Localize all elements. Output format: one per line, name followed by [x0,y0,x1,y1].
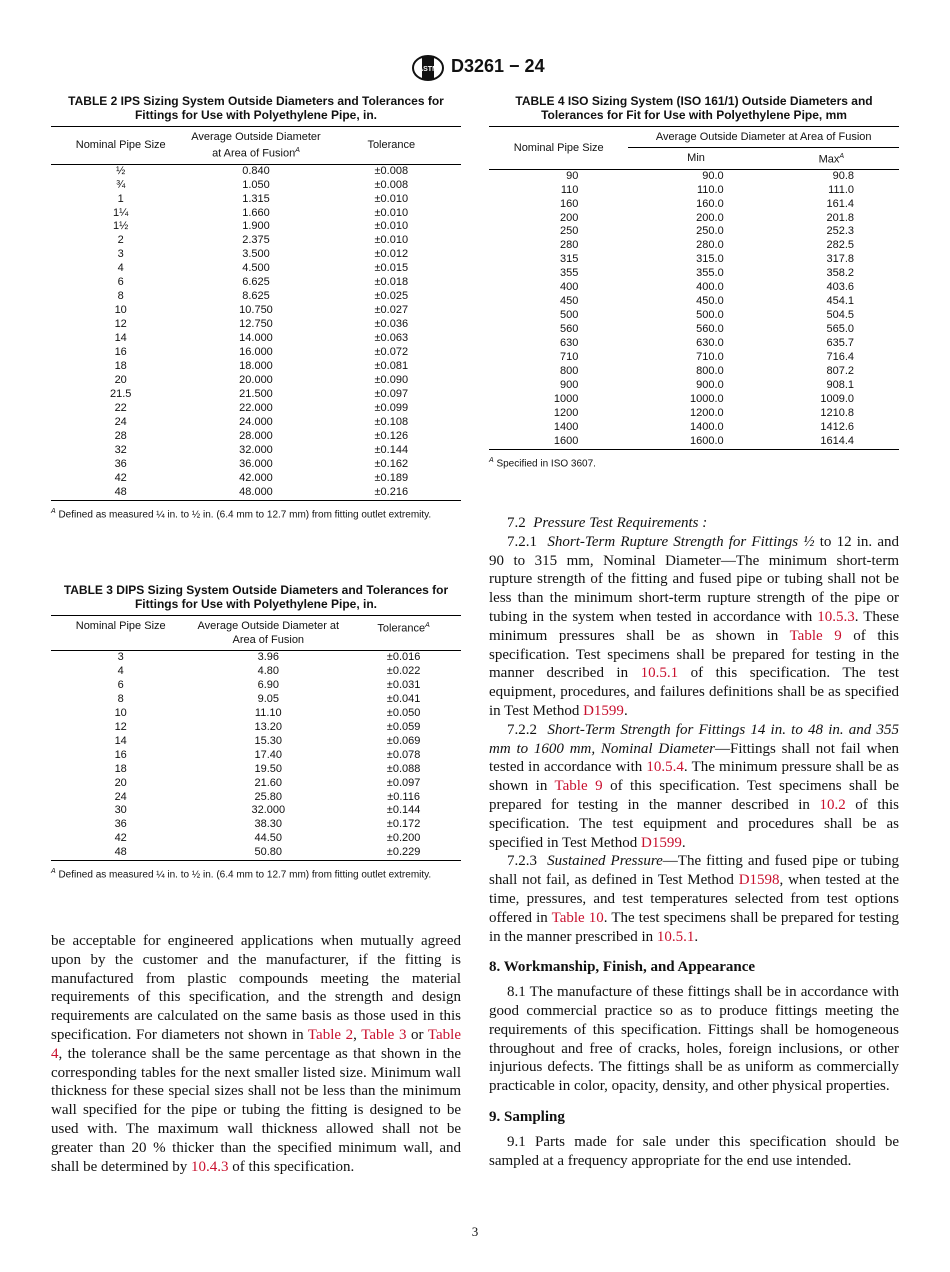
table4-title: TABLE 4 ISO Sizing System (ISO 161/1) Outside Diameters and Tolerances for Fit for Use with Polyethylene Pipe, mm [515,94,873,122]
table-cell: 12 [114,720,127,733]
table-cell: 355.0 [696,267,724,280]
table-cell: 201.8 [826,211,854,224]
table-row [51,416,461,430]
table-cell: 1½ [113,220,129,233]
table-cell: 504.5 [826,309,854,322]
table-row [51,220,461,234]
table-row [489,435,899,449]
section-9-1: 9.1 Parts made for sale under this specification should be sampled at a frequency appropriate for the end use intended. [489,1133,899,1169]
table-cell: 4 [117,664,124,677]
table3-block [51,583,461,883]
table-cell: ±0.189 [374,471,409,484]
table-cell: ±0.072 [374,346,409,359]
table-cell: 1 [117,192,124,205]
table-cell: 18 [114,762,127,775]
table-cell: 8.625 [242,290,270,303]
table-cell: 28 [114,429,127,442]
table-cell: 1.315 [242,192,270,205]
table-cell: ±0.108 [374,415,409,428]
table-row [51,693,461,707]
table-cell: ½ [116,164,126,177]
table2 [51,126,461,501]
table-row [51,290,461,304]
table-cell: 6 [117,678,124,691]
table-cell: 9.05 [257,692,279,705]
table-cell: 400 [560,281,579,294]
table-row [51,332,461,346]
table-cell: 200 [560,211,579,224]
table4-footnote: $^A$ Specified in ISO 3607. [489,456,596,470]
table-cell: 14 [114,332,127,345]
table3-footnote: $^A$ Defined as measured ¼ in. to ½ in. (6.4 mm to 12.7 mm) from fitting outlet extremity. [51,868,432,881]
table-row [51,248,461,262]
table4-body [489,169,899,449]
table2-title: TABLE 2 IPS Sizing System Outside Diameters and Tolerances for Fittings for Use with Polyethylene Pipe, in. [68,94,444,122]
section-7-2: 7.2 Pressure Test Requirements : [507,515,708,531]
table-cell: ±0.036 [374,318,409,331]
section-7-2-1: 7.2.1 Short-Term Rupture Strength for Fittings ½ to 12 in. and 90 to 315 mm, Nominal Diameter—The minimum short-term rupture strength of the fitting and fused pipe or tubing shall not be less than the minimum short-term rupture strength of the pipe or tubing in the system when tested in accordance with 10.5.3. These minimum pressures shall be as shown in Table 9 of this specification. Test specimens shall be prepared for testing in the manner described in 10.5.1 of this specification. The test equipment, procedures, and failures definitions shall be as specified in Test Method D1599. [489,533,900,719]
table-cell: 560.0 [696,323,724,336]
table-cell: 22.000 [239,401,273,414]
table-cell: 403.6 [826,281,854,294]
table-row [489,379,899,393]
table-cell: ±0.012 [374,248,409,261]
table-cell: 90 [566,169,579,182]
link-d1598[interactable]: D1598 [738,872,780,889]
table-cell: 900.0 [696,378,724,391]
table-row [51,818,461,832]
table-cell: 1009.0 [820,392,854,405]
table-cell: 90.8 [832,169,854,182]
table-row [489,281,899,295]
table-cell: 317.8 [826,253,854,266]
table-cell: 716.4 [826,351,854,364]
table-cell: ±0.126 [374,429,409,442]
link-table-3[interactable]: Table 3 [361,1026,407,1043]
section-9-heading: 9. Sampling [489,1108,565,1125]
table-cell: ±0.097 [386,776,421,789]
table-cell: 8 [117,692,124,705]
table-cell: 21.5 [109,387,132,400]
table-row [51,360,461,374]
table-row [489,239,899,253]
table-cell: 32 [114,443,127,456]
table-row [51,749,461,763]
table-cell: 635.7 [826,337,854,350]
table-row [51,444,461,458]
table-cell: 710 [560,351,579,364]
table-cell: 25.80 [254,790,283,803]
table-cell: 13.20 [254,720,283,733]
table-cell: 6.625 [242,276,270,289]
table-cell: ±0.008 [374,178,409,191]
table-cell: 15.30 [254,734,283,747]
table-cell: 12.750 [239,318,273,331]
section-7-2-3: 7.2.3 Sustained Pressure—The fitting and fused pipe or tubing shall not fail, as defined in Test Method D1598, when tested at the time, pressures, and test temperatures selected from test options offered in Table 10. The test specimens shall be prepared for testing in the manner prescribed in 10.5.1. [489,853,900,945]
table-cell: 1600.0 [690,434,724,447]
table-cell: 1200.0 [690,406,724,419]
table-cell: 807.2 [826,365,854,377]
link-table-9[interactable]: Table 9 [554,778,603,795]
table-cell: 1400 [553,420,579,433]
table-cell: ±0.016 [386,651,421,663]
table-row [489,169,899,183]
table-cell: 20 [114,776,127,789]
table-row [489,184,899,198]
table3-col-diameter: Average Outside Diameter at Area of Fusion [197,620,340,646]
table-cell: 1000 [553,392,579,405]
table-cell: 42.000 [239,471,273,484]
table-cell: 20.000 [239,373,273,386]
table-cell: ±0.088 [386,762,421,775]
table-row [51,846,461,860]
table-cell: 355 [560,267,579,280]
table-cell: 42 [114,832,127,845]
table-cell: 710.0 [696,351,724,364]
table-cell: ±0.027 [374,304,409,317]
page-header [0,54,950,84]
table-cell: ±0.008 [374,164,409,177]
table-cell: 1412.6 [820,420,854,433]
table-cell: 3 [117,651,124,663]
table-cell: ±0.031 [386,678,421,691]
section-8-heading: 8. Workmanship, Finish, and Appearance [489,959,756,976]
table-cell: 14 [114,734,127,747]
table-cell: ±0.162 [374,457,409,470]
table-cell: ±0.144 [374,443,409,456]
table-cell: 48 [114,846,127,859]
table-row [489,365,899,379]
table2-col-tolerance: Tolerance [367,139,416,152]
table-cell: ±0.229 [386,846,421,859]
table-cell: 6 [117,276,124,289]
table-row [489,267,899,281]
table-cell: 565.0 [826,323,854,336]
table-cell: ±0.097 [374,387,409,400]
table2-col-nominal: Nominal Pipe Size [75,139,166,152]
table-row [51,318,461,332]
table-row [51,721,461,735]
table-cell: 450 [560,295,579,308]
table-cell: 500 [560,309,579,322]
table-cell: ±0.025 [374,290,409,303]
table-cell: ±0.216 [374,485,409,498]
table-row [51,486,461,500]
table-cell: 1200 [553,406,579,419]
table-cell: 450.0 [696,295,724,308]
link-10-5-1[interactable]: 10.5.1 [656,928,695,945]
table-row [51,193,461,207]
table-cell: ±0.018 [374,276,409,289]
table-cell: 358.2 [826,267,854,280]
link-table-4[interactable]: Table 4 [51,1026,462,1062]
table3-col-tolerance: Tolerance$^A$ [377,622,430,635]
table-cell: 8 [117,290,124,303]
table-cell: 21.500 [239,387,273,400]
table-cell: ±0.041 [386,692,421,705]
table-cell: ±0.059 [386,720,421,733]
table-cell: 1.050 [242,178,270,191]
table-cell: ±0.172 [386,818,421,831]
link-d1599[interactable]: D1599 [640,834,682,851]
table-cell: 1.900 [242,220,270,233]
table3-title: TABLE 3 DIPS Sizing System Outside Diameters and Tolerances for Fittings for Use with Polyethylene Pipe, in. [63,583,449,611]
astm-logo-icon [410,54,446,82]
table4-block [489,94,899,471]
paragraph-special-sizes: be acceptable for engineered applications when mutually agreed upon by the customer and the manufacturer, if the fitting is manufactured from plastic compounds meeting the material requirements of this specification, and the strength and design requirements are calculated on the same basis as those used in this specification. For diameters not shown in Table 2, Table 3 or Table 4, the tolerance shall be the same percentage as that shown in the corresponding tables for the next smaller listed size. Minimum wall thickness for these special sizes shall not be less than the minimum wall specified for the pipe or tubing the fitting is designed to be used with. The maximum wall thickness allowed shall not be greater than 20 % thicker than the specified minimum wall, and shall be determined by 10.4.3 of this specification. [51,933,462,1175]
table-cell: 17.40 [254,748,283,761]
table-cell: 6.90 [257,678,279,691]
table-row [489,393,899,407]
table-cell: 252.3 [826,225,854,238]
table4-col-min: Min [687,152,705,165]
table-cell: 18 [114,360,127,372]
table-cell: 400.0 [696,281,724,294]
table-cell: ±0.010 [374,206,409,219]
table-row [51,707,461,721]
table-row [51,458,461,472]
table-cell: 250 [560,225,579,238]
table-cell: 20 [114,373,127,386]
table-cell: ±0.116 [387,790,420,803]
table-row [489,309,899,323]
table-cell: 90.0 [702,169,724,182]
page-number: 3 [471,1224,479,1239]
link-table-2[interactable]: Table 2 [307,1026,354,1043]
table-cell: ±0.081 [374,360,409,372]
table-cell: 4.500 [242,262,270,275]
table-row [489,323,899,337]
link-10-5-3[interactable]: 10.5.3 [817,608,855,625]
table-row [489,198,899,212]
table-cell: ¾ [116,178,126,191]
table-cell: 454.1 [826,295,854,308]
table-cell: 3 [117,248,124,261]
table-cell: ±0.078 [386,748,421,761]
table-cell: 2 [117,234,124,247]
table-cell: ±0.069 [386,734,421,747]
table3-col-nominal: Nominal Pipe Size [75,620,166,632]
section-7-2-2: 7.2.2 Short-Term Strength for Fittings 14 in. to 48 in. and 355 mm to 1600 mm, Nominal Diameter—Fittings shall not fail when tested in accordance with 10.5.4. The minimum pressure shall be as shown in Table 9 of this specification. Test specimens shall be prepared for testing in the manner described in 10.2 of this specification. The test equipment and procedures shall be as specified in Test Method D1599. [489,721,900,851]
table-cell: 250.0 [696,225,724,238]
table-row [489,295,899,309]
table-cell: 48.000 [239,485,273,498]
table3-body [51,651,461,861]
table-row [51,735,461,749]
table-cell: 22 [114,401,127,414]
table-row [51,346,461,360]
table-cell: 2.375 [242,234,270,247]
table-cell: 1400.0 [690,420,724,433]
table-cell: 1.660 [242,206,270,219]
table-cell: ±0.050 [386,706,421,719]
table-cell: ±0.010 [374,234,409,247]
svg-text:ASTM: ASTM [418,66,438,73]
table-cell: 36 [114,457,127,470]
table-cell: ±0.022 [386,664,421,677]
table-row [51,276,461,290]
table-cell: 16.000 [239,346,273,359]
table-cell: 3.96 [257,651,279,663]
table-cell: 24 [114,790,127,803]
table-cell: 630 [560,337,579,350]
table-cell: 3.500 [242,248,270,261]
table-cell: 111.0 [828,183,854,196]
table-cell: ±0.099 [374,401,409,414]
table-cell: 42 [114,471,127,484]
table4-group-header: Average Outside Diameter at Area of Fusion [628,127,899,148]
table4 [489,126,899,450]
table-cell: 110 [560,183,579,196]
table-cell: 280 [560,239,579,252]
table-row [51,763,461,777]
table-cell: ±0.010 [374,220,409,233]
table-cell: 30 [114,804,127,817]
table-cell: 10 [114,304,127,317]
table-cell: 0.840 [242,164,270,177]
table-cell: 11.10 [254,706,282,719]
table-cell: 1000.0 [690,392,724,405]
table-cell: ±0.015 [374,262,409,275]
table-row [51,179,461,193]
table-row [51,777,461,791]
table-row [51,164,461,178]
table-cell: 10.750 [239,304,273,317]
table2-body [51,164,461,500]
table4-col-max: Max$^A$ [818,153,845,166]
table-cell: 18.000 [239,360,273,372]
table-row [489,253,899,267]
table-row [51,304,461,318]
table-row [51,832,461,846]
table-cell: 50.80 [254,846,283,859]
table-cell: 280.0 [696,239,724,252]
table-row [51,402,461,416]
table-cell: 1600 [553,434,579,447]
document-id: D3261 − 24 [451,56,545,76]
left-body-text [51,932,461,1176]
table-cell: 161.4 [826,197,854,210]
table-row [51,234,461,248]
table-cell: ±0.144 [386,804,421,817]
link-10-2[interactable]: 10.2 [819,796,846,813]
table-cell: 160 [560,197,579,210]
table-row [489,421,899,435]
table-cell: 19.50 [254,762,283,775]
table-cell: 500.0 [696,309,724,322]
table-cell: 24 [114,415,127,428]
table-row [489,225,899,239]
table-row [51,262,461,276]
table-row [489,351,899,365]
link-10-4-3[interactable]: 10.4.3 [190,1158,229,1175]
table-cell: 900 [560,378,579,391]
link-table-10[interactable]: Table 10 [551,909,604,926]
table-row [51,388,461,402]
table-cell: 36 [114,818,127,831]
table-cell: 630.0 [696,337,724,350]
link-table-9[interactable]: Table 9 [789,627,842,644]
table-cell: 200.0 [696,211,724,224]
table-row [489,212,899,226]
table-row [489,337,899,351]
table-cell: 315 [560,253,579,266]
table-cell: ±0.200 [386,832,421,845]
table-cell: 4 [117,262,124,275]
table-row [51,679,461,693]
table-cell: 16 [114,748,127,761]
table-cell: 282.5 [826,239,854,252]
table-row [51,804,461,818]
link-10-5-1[interactable]: 10.5.1 [640,665,679,682]
table-cell: ±0.010 [374,192,409,205]
table-cell: 1210.8 [820,406,854,419]
table-cell: 38.30 [254,818,283,831]
table-row [51,651,461,665]
section-8-1: 8.1 The manufacture of these fittings shall be in accordance with good commercial practice so as to produce fittings meeting the requirements of this specification. Fittings shall be homogeneous throughout and free of cracks, holes, foreign inclusions, or other injurious defects. The fittings shall be as uniform as commercially practicable in color, opacity, density, and other physical properties. [489,984,899,1095]
table-cell: 160.0 [696,197,724,210]
table-cell: 24.000 [239,415,273,428]
table-cell: 36.000 [239,457,273,470]
table-cell: 48 [114,485,127,498]
table-row [51,665,461,679]
table-row [51,791,461,805]
table-cell: 21.60 [254,776,283,789]
table-row [51,472,461,486]
table-row [51,374,461,388]
table-cell: 315.0 [696,253,724,266]
table-cell: 16 [114,346,127,359]
table-cell: 32.000 [251,804,286,817]
table2-block [51,94,461,522]
table-cell: 560 [560,323,579,336]
right-body-text [489,514,899,1170]
table3 [51,615,461,861]
table2-col-diameter: Average Outside Diameter at Area of Fusion$^A$ [191,131,321,160]
table-cell: 908.1 [826,378,854,391]
table-row [51,207,461,221]
table-cell: 10 [114,706,127,719]
table-cell: 110.0 [696,183,724,196]
table2-footnote: $^A$ Defined as measured ¼ in. to ½ in. (6.4 mm to 12.7 mm) from fitting outlet extremity. [51,507,432,520]
table-cell: ±0.090 [374,373,409,386]
table-row [489,407,899,421]
table-cell: ±0.063 [374,332,409,345]
table-cell: 44.50 [254,832,283,845]
table-cell: 800.0 [696,365,724,377]
table-cell: 32.000 [239,443,273,456]
table-cell: 12 [114,318,127,331]
link-10-5-4[interactable]: 10.5.4 [646,759,684,776]
link-d1599[interactable]: D1599 [583,702,624,719]
table-cell: 4.80 [257,664,279,677]
table-cell: 14.000 [239,332,273,345]
table4-col-nominal: Nominal Pipe Size [489,127,628,170]
table-row [51,430,461,444]
table-cell: 1614.4 [820,434,854,447]
table-cell: 800 [560,365,579,377]
table-cell: 28.000 [239,429,273,442]
table-cell: 1¼ [113,206,129,219]
